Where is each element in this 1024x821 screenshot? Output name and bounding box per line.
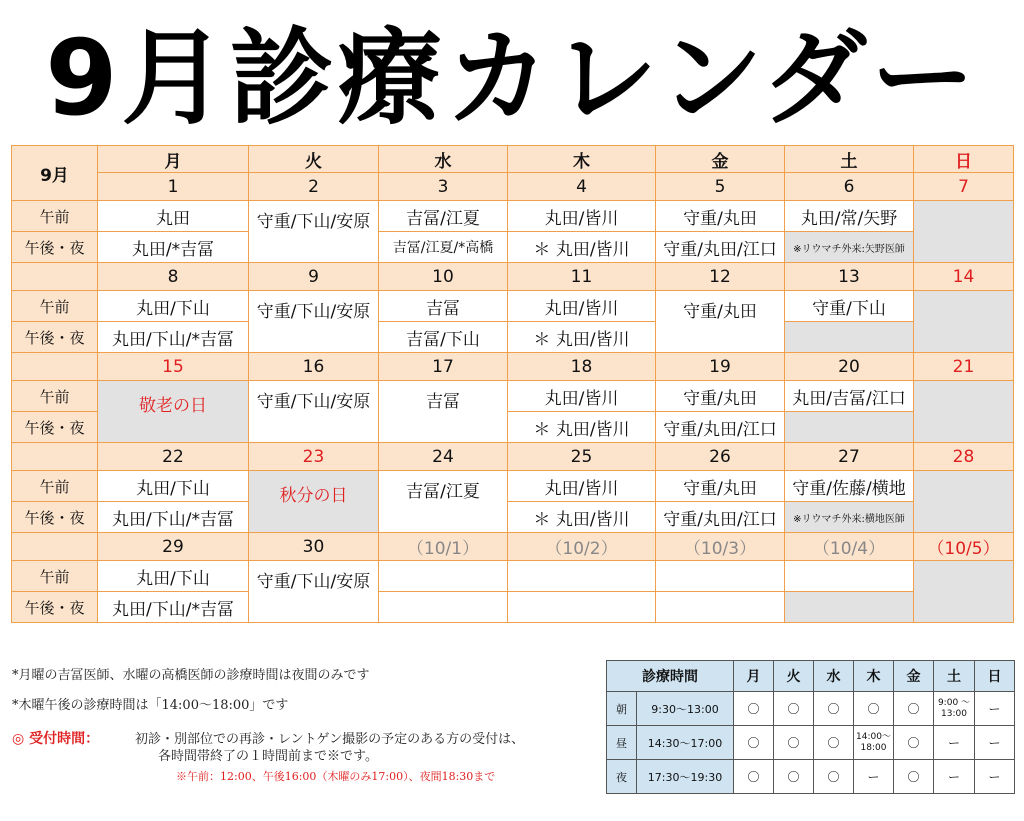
date: 30: [249, 533, 379, 561]
pm-label: 午後・夜: [12, 322, 98, 353]
holiday-cell: 秋分の日: [249, 471, 379, 533]
period-time: 17:30～19:30: [637, 760, 734, 794]
closed-cell: [785, 592, 914, 623]
pm-label: 午後・夜: [12, 232, 98, 263]
date-next-month: （10/3）: [656, 533, 785, 561]
closed-cell: [785, 322, 914, 353]
period-label: 朝: [607, 692, 637, 726]
date: 7: [914, 173, 1014, 201]
reception-text-2: 各時間帯終了の１時間前まで※です。: [158, 749, 378, 764]
closed-cell: [914, 291, 1014, 353]
pm-row: [12, 502, 1014, 533]
schedule-cell: 丸田/常/矢野: [785, 201, 914, 232]
schedule-cell: 守重/丸田/江口: [656, 232, 785, 263]
schedule-cell: 守重/佐藤/横地: [785, 471, 914, 502]
date: 27: [785, 443, 914, 471]
reception-label: ◎ 受付時間：: [12, 731, 100, 747]
hours-day: 水: [814, 661, 854, 692]
hours-cell: 〇: [774, 726, 814, 760]
date: 29: [98, 533, 249, 561]
schedule-cell: 守重/下山/安原: [249, 561, 379, 623]
date: 14: [914, 263, 1014, 291]
date: 18: [508, 353, 656, 381]
date-row: [12, 443, 1014, 471]
hours-table: [606, 660, 1015, 794]
schedule-cell: 吉冨/江夏/*高橋: [379, 232, 508, 263]
schedule-cell: [656, 592, 785, 623]
hours-cell: 14:00～ 18:00: [854, 726, 894, 760]
schedule-cell: ＊ 丸田/皆川: [508, 232, 656, 263]
am-row: [12, 381, 1014, 412]
date: 2: [249, 173, 379, 201]
hours-cell: 〇: [894, 692, 934, 726]
hours-cell: ー: [975, 726, 1015, 760]
schedule-cell: 丸田/下山/*吉冨: [98, 502, 249, 533]
am-label: 午前: [12, 201, 98, 232]
hours-cell: 〇: [854, 692, 894, 726]
schedule-cell: 丸田/下山: [98, 291, 249, 322]
hours-day: 日: [975, 661, 1015, 692]
schedule-cell: 守重/下山/安原: [249, 291, 379, 353]
schedule-cell: 吉冨: [379, 381, 508, 443]
day-sat: 土: [785, 146, 914, 173]
schedule-cell: 守重/丸田: [656, 201, 785, 232]
hours-day: 月: [734, 661, 774, 692]
schedule-cell: 守重/丸田: [656, 471, 785, 502]
period-time: 14:30～17:00: [637, 726, 734, 760]
hours-cell: 〇: [774, 760, 814, 794]
blank-cell: [12, 353, 98, 381]
date: 24: [379, 443, 508, 471]
date: 26: [656, 443, 785, 471]
day-sun: 日: [914, 146, 1014, 173]
date: 6: [785, 173, 914, 201]
hours-cell: 〇: [814, 760, 854, 794]
schedule-cell: ＊ 丸田/皆川: [508, 502, 656, 533]
date: 9: [249, 263, 379, 291]
schedule-cell: 守重/丸田/江口: [656, 502, 785, 533]
schedule-cell: 丸田/*吉冨: [98, 232, 249, 263]
pm-row: [12, 232, 1014, 263]
schedule-cell: [379, 592, 508, 623]
am-label: 午前: [12, 291, 98, 322]
hours-header-row: [607, 661, 1015, 692]
schedule-cell: 守重/丸田/江口: [656, 412, 785, 443]
date: 5: [656, 173, 785, 201]
date: 3: [379, 173, 508, 201]
am-label: 午前: [12, 381, 98, 412]
date: 22: [98, 443, 249, 471]
date: 17: [379, 353, 508, 381]
date-next-month: （10/1）: [379, 533, 508, 561]
date-next-month: （10/2）: [508, 533, 656, 561]
schedule-cell: 丸田/下山: [98, 561, 249, 592]
date: 25: [508, 443, 656, 471]
reception-text-1: 初診・別部位での再診・レントゲン撮影の予定のある方の受付は、: [135, 732, 525, 747]
schedule-cell: 守重/下山/安原: [249, 201, 379, 263]
schedule-cell: [656, 561, 785, 592]
day-mon: 月: [98, 146, 249, 173]
schedule-cell: ＊ 丸田/皆川: [508, 412, 656, 443]
schedule-cell: 丸田/皆川: [508, 291, 656, 322]
date: 21: [914, 353, 1014, 381]
date: 16: [249, 353, 379, 381]
hours-day: 木: [854, 661, 894, 692]
schedule-cell: 吉冨/江夏: [379, 471, 508, 533]
schedule-cell: 丸田/下山: [98, 471, 249, 502]
pm-label: 午後・夜: [12, 412, 98, 443]
date: 13: [785, 263, 914, 291]
closed-cell: [914, 201, 1014, 263]
day-tue: 火: [249, 146, 379, 173]
month-label: 9月: [12, 146, 98, 201]
hours-cell: 〇: [734, 760, 774, 794]
am-row: [12, 201, 1014, 232]
pm-label: 午後・夜: [12, 592, 98, 623]
rheumatology-note: ※リウマチ外来:矢野医師: [785, 232, 914, 263]
rheumatology-note: ※リウマチ外来:横地医師: [785, 502, 914, 533]
date-row: [12, 263, 1014, 291]
hours-cell: 〇: [734, 692, 774, 726]
date-row: [12, 353, 1014, 381]
hours-cell: ー: [934, 760, 975, 794]
schedule-cell: 守重/下山/安原: [249, 381, 379, 443]
day-thu: 木: [508, 146, 656, 173]
pm-label: 午後・夜: [12, 502, 98, 533]
am-row: [12, 471, 1014, 502]
schedule-cell: [379, 561, 508, 592]
holiday-cell: 敬老の日: [98, 381, 249, 443]
schedule-cell: 守重/丸田: [656, 291, 785, 353]
hours-day: 土: [934, 661, 975, 692]
schedule-cell: ＊ 丸田/皆川: [508, 322, 656, 353]
date: 12: [656, 263, 785, 291]
hours-day: 金: [894, 661, 934, 692]
calendar-table: [11, 145, 1014, 623]
period-label: 夜: [607, 760, 637, 794]
day-header-row: [12, 146, 1014, 173]
hours-cell: 〇: [894, 760, 934, 794]
date: 10: [379, 263, 508, 291]
date: 23: [249, 443, 379, 471]
hours-day: 火: [774, 661, 814, 692]
hours-cell: ー: [975, 760, 1015, 794]
am-row: [12, 291, 1014, 322]
hours-row-evening: [607, 760, 1015, 794]
note-1: *月曜の吉冨医師、水曜の高橋医師の診療時間は夜間のみです: [12, 668, 370, 683]
day-wed: 水: [379, 146, 508, 173]
day-fri: 金: [656, 146, 785, 173]
schedule-cell: 丸田/下山/*吉冨: [98, 592, 249, 623]
pm-row: [12, 592, 1014, 623]
date: 1: [98, 173, 249, 201]
period-label: 昼: [607, 726, 637, 760]
schedule-cell: 吉冨: [379, 291, 508, 322]
closed-cell: [914, 471, 1014, 533]
schedule-cell: 丸田/吉冨/江口: [785, 381, 914, 412]
closed-cell: [914, 561, 1014, 623]
hours-cell: 〇: [894, 726, 934, 760]
schedule-cell: 守重/下山: [785, 291, 914, 322]
schedule-cell: 丸田/下山/*吉冨: [98, 322, 249, 353]
hours-cell: 〇: [814, 726, 854, 760]
closed-cell: [785, 412, 914, 443]
hours-cell: ー: [854, 760, 894, 794]
pm-row: [12, 322, 1014, 353]
hours-cell: 〇: [814, 692, 854, 726]
blank-cell: [12, 263, 98, 291]
date-next-month: （10/5）: [914, 533, 1014, 561]
hours-cell: ー: [934, 726, 975, 760]
hours-cell: 〇: [774, 692, 814, 726]
schedule-cell: 吉冨/江夏: [379, 201, 508, 232]
date: 20: [785, 353, 914, 381]
note-2: *木曜午後の診療時間は「14:00～18:00」です: [12, 698, 289, 713]
schedule-cell: [508, 592, 656, 623]
hours-row-morning: [607, 692, 1015, 726]
schedule-cell: [508, 561, 656, 592]
schedule-cell: 丸田: [98, 201, 249, 232]
date: 15: [98, 353, 249, 381]
blank-cell: [12, 533, 98, 561]
date: 4: [508, 173, 656, 201]
hours-cell: ー: [975, 692, 1015, 726]
date-row: [12, 533, 1014, 561]
am-row: [12, 561, 1014, 592]
schedule-cell: 守重/丸田: [656, 381, 785, 412]
am-label: 午前: [12, 561, 98, 592]
date-next-month: （10/4）: [785, 533, 914, 561]
hours-row-afternoon: [607, 726, 1015, 760]
schedule-cell: 丸田/皆川: [508, 381, 656, 412]
date: 19: [656, 353, 785, 381]
schedule-cell: 吉冨/下山: [379, 322, 508, 353]
hours-cell: 9:00 ～ 13:00: [934, 692, 975, 726]
date: 8: [98, 263, 249, 291]
hours-cell: 〇: [734, 726, 774, 760]
closed-cell: [914, 381, 1014, 443]
am-label: 午前: [12, 471, 98, 502]
blank-cell: [12, 443, 98, 471]
period-time: 9:30～13:00: [637, 692, 734, 726]
hours-header: 診療時間: [607, 661, 734, 692]
date: 11: [508, 263, 656, 291]
schedule-cell: 丸田/皆川: [508, 201, 656, 232]
reception-note: ※午前：12:00、午後16:00（木曜のみ17:00）、夜間18:30まで: [176, 770, 496, 783]
date: 28: [914, 443, 1014, 471]
page-title: 9月診療カレンダー: [45, 17, 979, 139]
schedule-cell: [785, 561, 914, 592]
date-row: [12, 173, 1014, 201]
schedule-cell: 丸田/皆川: [508, 471, 656, 502]
